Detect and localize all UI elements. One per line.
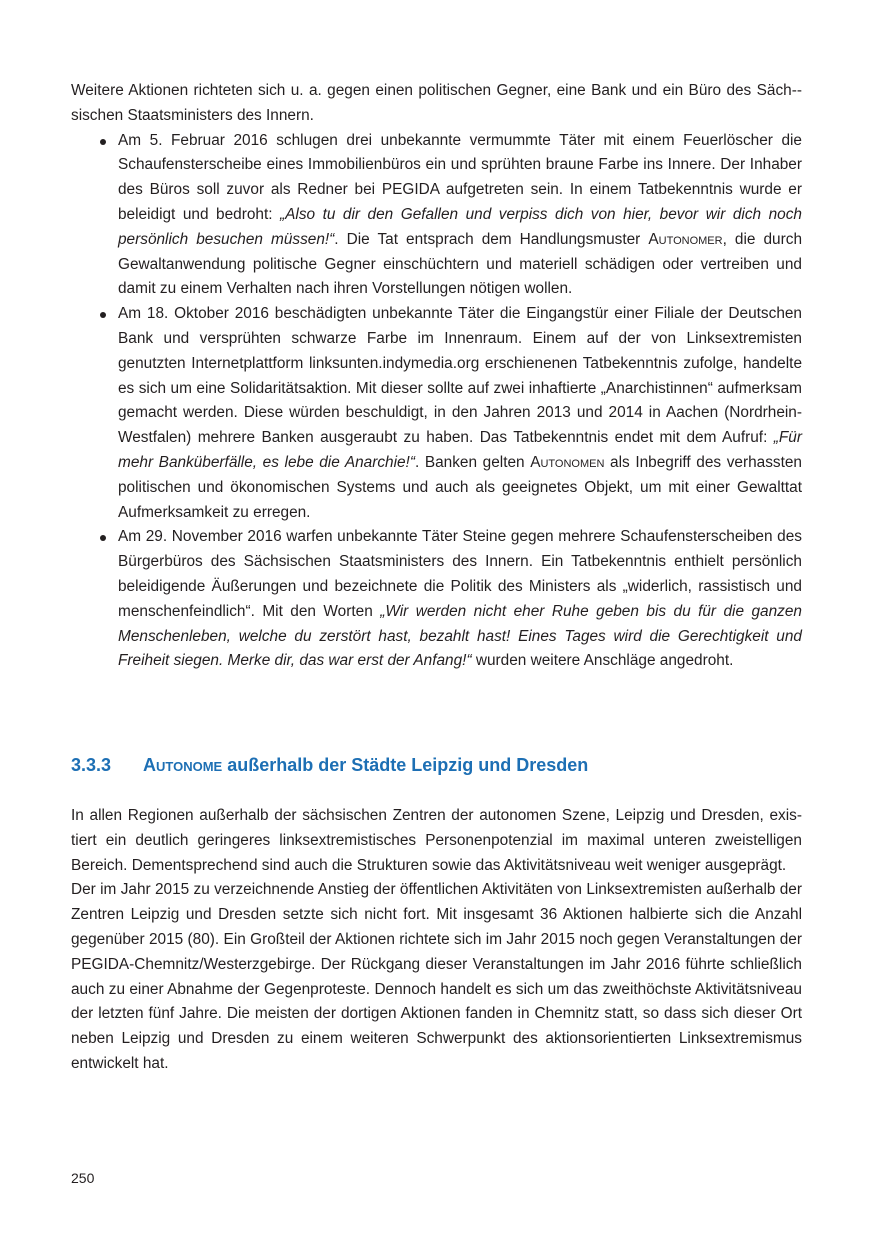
section-title: außerhalb der Städte Leipzig und Dresden — [222, 755, 589, 775]
list-item — [118, 302, 802, 525]
quote: „Also tu dir den Gefallen und verpiss dich von hier, bevor wir dich noch persönlich besuchen müssen!“ — [118, 205, 802, 248]
quote: „Für mehr Banküberfälle, es lebe die Anarchie!“ — [118, 429, 802, 471]
section-paragraph: In allen Regionen außerhalb der sächsischen Zentren der autonomen Szene, Leipzig und Dresden, existiert ein deutlich geringeres linksextremistisches Personenpotenzial im maximal unteren zweistelligen Bereich. Dementsprechend sind auch die Strukturen sowie das Aktivitätsniveau weit weniger ausgeprägt. — [71, 807, 802, 874]
incident-paragraph: Am 29. November 2016 warfen unbekannte Täter Steine gegen mehrere Schaufensterscheiben des Bürgerbüros des Sächsischen Staatsministers des Innern. Ein Tatbekenntnis enthielt persönlich beleidigende Äußerungen und bezeichnete die Politik des Ministers als „widerlich, rassistisch und menschenfeindlich“. Mit den Worten „Wir werden nicht eher Ruhe geben bis du für die ganzen Menschenleben, welche du zerstört hast, bezahlt hast! Eines Tages wird die Gerechtigkeit und Freiheit siegen. Merke dir, das war erst der Anfang!“ wurden weitere Anschläge angedroht. — [118, 528, 802, 670]
incident-paragraph: Am 5. Februar 2016 schlugen drei unbekannte vermummte Täter mit einem Feuerlöscher die Schaufensterscheibe eines Immobilienbüros ein und sprühten braune Farbe ins Innere. Der Inhaber des Büros soll zuvor als Redner bei PEGIDA aufgetreten sein. In einem Tatbekenntnis wurde er beleidigt und bedroht: „Also tu dir den Gefallen und verpiss dich von hier, bevor wir dich noch persönlich besuchen müssen!“. Die Tat entsprach dem Handlungsmuster Autonomer, die durch Gewaltanwendung politische Gegner einschüchtern und materiell schädigen oder vertreiben und damit zu einem Verhalten nach ihren Vorstellungen nötigen wollen. — [118, 131, 802, 298]
quote: „Wir werden nicht eher Ruhe geben bis du für die ganzen Menschenleben, welche du zerstört hast, bezahlt hast! Eines Tages wird die Gerechtigkeit und Freiheit siegen. Merke dir, das war erst der Anfang!“ — [118, 602, 802, 670]
section-title-small-caps: Autonome — [143, 755, 223, 775]
section-number: 3.3.3 — [71, 755, 112, 775]
list-item — [118, 525, 802, 674]
page-number: 250 — [71, 1170, 95, 1186]
bullet-icon — [100, 312, 106, 318]
bullet-icon — [100, 535, 106, 541]
incident-paragraph: Am 18. Oktober 2016 beschädigten unbekannte Täter die Eingangstür einer Filiale der Deutschen Bank und versprühten schwarze Farbe im Innenraum. Einem auf der von Linksextremisten genutzten Internetplattform linksunten.indymedia.org erschienenen Tatbekenntnis zufolge, handelte es sich um eine Solidaritätsaktion. Mit dieser sollte auf zwei inhaftierte „Anarchistinnen“ aufmerksam gemacht werden. Diese würden beschuldigt, in den Jahren 2013 und 2014 in Aachen (Nordrhein-Westfalen) mehrere Banken ausgeraubt zu haben. Das Tatbekenntnis endet mit dem Aufruf: „Für mehr Banküberfälle, es lebe die Anarchie!“. Banken gelten Autonomen als Inbegriff des verhassten politischen und ökonomischen Systems und auch als geeignetes Objekt, um mit einer Gewalttat Aufmerksamkeit zu erregen. — [118, 305, 802, 521]
section-paragraph: Der im Jahr 2015 zu verzeichnende Anstieg der öffentlichen Aktivitäten von Linksextremisten außerhalb der Zentren Leipzig und Dresden setzte sich nicht fort. Mit insgesamt 36 Aktionen halbierte sich die Anzahl gegenüber 2015 (80). Ein Großteil der Aktionen richtete sich im Jahr 2015 noch gegen Veranstaltungen der PEGIDA-Chemnitz/Westerzgebirge. Der Rückgang dieser Veranstaltungen im Jahr 2016 führte schließlich auch zu einer Abnahme der Gegenproteste. Dennoch handelt es sich um das zweithöchste Aktivitätsniveau der letzten fünf Jahre. Die meisten der dortigen Aktionen fanden in Chemnitz statt, so dass sich dieser Ort neben Leipzig und Dresden zu einem weiteren Schwerpunkt des aktionsorientierten Linksextremismus entwickelt hat. — [71, 881, 802, 1072]
list-item — [118, 129, 802, 303]
section-heading — [71, 752, 588, 778]
main-text-block — [71, 79, 802, 674]
bullet-icon — [100, 139, 106, 145]
intro-paragraph: Weitere Aktionen richteten sich u. a. gegen einen politischen Gegner, eine Bank und ein Büro des Säch-sischen Staatsministers des Innern. — [71, 82, 802, 124]
small-caps-term: Autonomer — [648, 230, 723, 248]
small-caps-term: Autonomen — [530, 453, 605, 471]
section-body — [71, 804, 802, 1077]
incident-list — [71, 129, 802, 675]
